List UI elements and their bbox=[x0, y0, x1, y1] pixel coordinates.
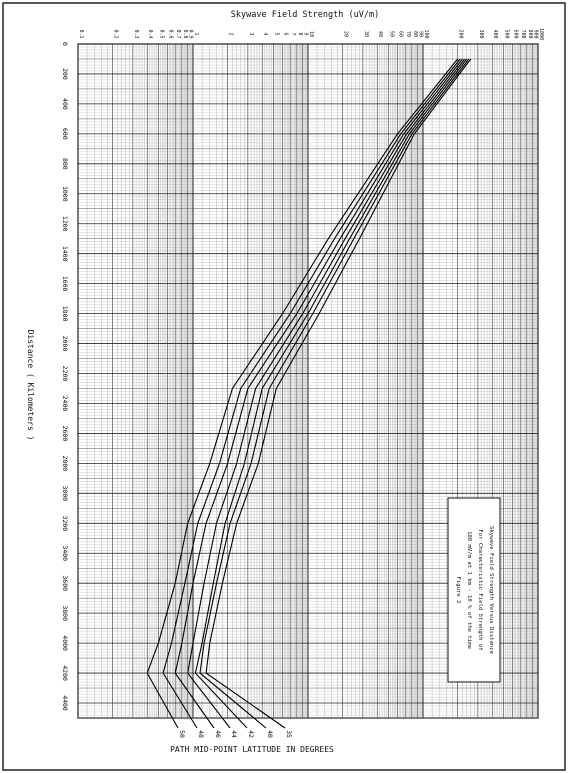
y-tick-label: 3800 bbox=[61, 605, 69, 621]
y-tick-label: 4400 bbox=[61, 695, 69, 711]
annotation-line: For Characteristic Field Strength of bbox=[477, 529, 483, 651]
x-tick-label: 0.2 bbox=[112, 29, 119, 39]
x-tick-label: 1 bbox=[193, 32, 199, 36]
y-tick-label: 200 bbox=[61, 68, 69, 80]
x-tick-label: 100 bbox=[423, 29, 429, 39]
annotation-line: 100 mV/m at 1 km - 10 % of the time bbox=[466, 531, 472, 649]
x-tick-label: 8 bbox=[296, 32, 303, 36]
y-tick-label: 2000 bbox=[61, 335, 69, 352]
legend-label-48: 48 bbox=[197, 730, 205, 738]
chart-title: Skywave Field Strength (uV/m) bbox=[230, 10, 380, 20]
y-tick-label: 3200 bbox=[61, 515, 69, 532]
y-tick-label: 1800 bbox=[61, 305, 69, 322]
x-tick-label: 0.9 bbox=[187, 29, 194, 39]
y-tick-label: 400 bbox=[61, 98, 69, 110]
x-tick-label: 50 bbox=[388, 30, 395, 38]
y-tick-label: 2200 bbox=[61, 365, 69, 382]
y-axis-label: Distance ( Kilometers ) bbox=[26, 329, 35, 441]
x-tick-label: 10 bbox=[308, 30, 314, 38]
y-tick-label: 3000 bbox=[61, 485, 69, 502]
y-tick-label: 2600 bbox=[61, 425, 69, 442]
x-tick-label: 1000 bbox=[538, 27, 544, 41]
x-tick-label: 800 bbox=[526, 29, 533, 39]
y-tick-label: 3400 bbox=[61, 545, 69, 562]
x-tick-label: 6 bbox=[282, 32, 289, 36]
x-tick-label: 0.7 bbox=[175, 29, 182, 39]
x-tick-label: 700 bbox=[520, 29, 527, 39]
x-tick-label: 7 bbox=[290, 32, 297, 36]
y-tick-label: 800 bbox=[61, 157, 69, 170]
y-tick-label: 0 bbox=[61, 42, 69, 46]
y-tick-label: 4200 bbox=[61, 665, 69, 681]
legend-label-50: 50 bbox=[178, 730, 186, 738]
x-tick-label: 30 bbox=[362, 30, 369, 38]
x-tick-label: 80 bbox=[411, 30, 418, 38]
x-tick-label: 70 bbox=[405, 30, 412, 38]
y-tick-label: 600 bbox=[61, 127, 69, 140]
annotation-line: Skywave Field Strength Versus Distance bbox=[488, 526, 494, 654]
x-tick-label: 4 bbox=[262, 32, 269, 36]
x-tick-label: 20 bbox=[342, 30, 349, 38]
y-tick-label: 1400 bbox=[61, 245, 69, 262]
x-tick-label: 200 bbox=[457, 29, 464, 39]
annotation-box bbox=[448, 498, 500, 682]
y-tick-label: 2800 bbox=[61, 455, 69, 472]
x-tick-label: 900 bbox=[532, 29, 539, 39]
y-tick-label: 1000 bbox=[61, 185, 69, 202]
x-tick-label: 5 bbox=[273, 32, 280, 36]
x-tick-label: 0.8 bbox=[181, 29, 188, 39]
legend-label-44: 44 bbox=[230, 730, 238, 738]
x-tick-label: 0.1 bbox=[78, 29, 84, 39]
x-tick-label: 2 bbox=[227, 32, 234, 36]
x-tick-label: 500 bbox=[503, 29, 510, 39]
legend-label-35: 35 bbox=[285, 730, 293, 738]
x-tick-label: 3 bbox=[247, 32, 254, 36]
legend-label-42: 42 bbox=[247, 730, 255, 738]
y-tick-label: 3600 bbox=[61, 575, 69, 592]
x-tick-label: 60 bbox=[397, 30, 404, 38]
annotation-line: Figure 2 bbox=[455, 576, 461, 604]
legend-label-46: 46 bbox=[214, 730, 222, 738]
x-tick-label: 300 bbox=[477, 29, 484, 39]
x-tick-label: 0.4 bbox=[147, 29, 154, 39]
x-tick-label: 40 bbox=[377, 30, 384, 38]
x-tick-label: 0.6 bbox=[167, 29, 174, 39]
legend-label-40: 40 bbox=[266, 730, 274, 738]
x-tick-label: 90 bbox=[417, 30, 424, 38]
x-tick-label: 0.3 bbox=[132, 29, 139, 39]
x-tick-label: 0.5 bbox=[158, 29, 165, 39]
x-tick-label: 600 bbox=[512, 29, 519, 39]
x-tick-label: 400 bbox=[492, 29, 499, 39]
x-tick-label: 9 bbox=[302, 32, 309, 36]
y-tick-label: 1600 bbox=[61, 275, 69, 292]
y-tick-label: 1200 bbox=[61, 215, 69, 232]
y-tick-label: 4000 bbox=[61, 635, 69, 651]
legend-title: PATH MID-POINT LATITUDE IN DEGREES bbox=[170, 745, 334, 754]
y-tick-label: 2400 bbox=[61, 395, 69, 412]
